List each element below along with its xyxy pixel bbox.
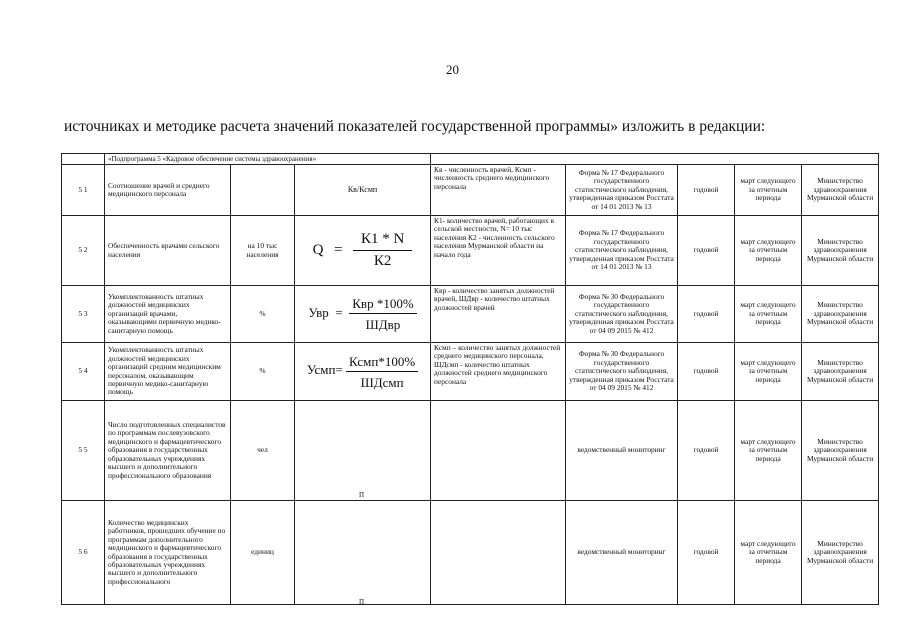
unit: чел [231, 401, 295, 501]
formula-expression [308, 296, 416, 332]
row-number: 5 6 [62, 501, 105, 605]
periodicity: годовой [678, 343, 735, 401]
formula [295, 501, 431, 605]
indicator-name: Число подготовленных специалистов по программам послевузовского медицинского и фармацевтического образования в государственных образовательных учреждениях высшего и дополнительного профессионального образования [105, 401, 231, 501]
row-number: 5 5 [62, 401, 105, 501]
subprogram-title: «Подпрограмма 5 «Кадровое обеспечение системы здравоохранения» [105, 154, 431, 165]
formula-denominator: ШДвр [365, 317, 401, 332]
formula [295, 401, 431, 501]
data-source: Форма № 17 Федерального государственного статистического наблюдения, утвержденная приказом Росстата от 14 01 2013 № 13 [566, 165, 678, 216]
deadline: март следующего за отчетным периода [735, 286, 802, 343]
deadline: март следующего за отчетным периода [735, 216, 802, 286]
unit [231, 165, 295, 216]
indicator-name: Соотношение врачей и среднего медицинского персонала [105, 165, 231, 216]
formula-lhs: Увр [308, 304, 329, 320]
formula-denominator: К2 [373, 253, 392, 269]
formula-variables: Ксмп – количество занятых должностей среднего медицинского персонала, ШДсмп - количество штатных должностей среднего медицинского персонала [431, 343, 566, 401]
formula-numerator: Квр *100% [349, 295, 416, 314]
responsible: Министерство здравоохранения Мурманской области [802, 343, 879, 401]
deadline: март следующего за отчетным периода [735, 501, 802, 605]
table-row [62, 216, 879, 286]
indicator-name: Укомплектованность штатных должностей медицинских организаций врачами, оказывающими первичную медико-санитарную помощь [105, 286, 231, 343]
formula [295, 343, 431, 401]
formula [295, 216, 431, 286]
deadline: март следующего за отчетным периода [735, 401, 802, 501]
deadline: март следующего за отчетным периода [735, 343, 802, 401]
indicator-name: Количество медицинских работников, прошедших обучение по программам дополнительного медицинского и фармацевтического образования в государственных образовательных учреждениях высшего и дополнительного профессионального [105, 501, 231, 605]
section-heading: источниках и методике расчета значений показателей государственной программы» изложить в редакции: [64, 118, 766, 135]
formula-lhs: Q [312, 241, 324, 258]
table-row [62, 165, 879, 216]
formula-fraction [349, 295, 416, 333]
responsible: Министерство здравоохранения Мурманской области [802, 401, 879, 501]
indicator-name: Укомплектованность штатных должностей медицинских организаций средним медицинским персоналом, оказывающим первичную медико-санитарную помощь [105, 343, 231, 401]
responsible: Министерство здравоохранения Мурманской области [802, 165, 879, 216]
formula-expression [312, 231, 413, 269]
periodicity: годовой [678, 401, 735, 501]
formula-denominator: ШДсмп [360, 374, 404, 390]
indicator-name: Обеспеченность врачами сельского населения [105, 216, 231, 286]
table-row [62, 286, 879, 343]
formula-fraction [346, 353, 418, 391]
row-number: 5 4 [62, 343, 105, 401]
responsible: Министерство здравоохранения Мурманской области [802, 286, 879, 343]
deadline: март следующего за отчетным периода [735, 165, 802, 216]
data-source: Форма № 30 Федерального государственного статистического наблюдения, утвержденная приказом Росстата от 04 09 2015 № 412 [566, 343, 678, 401]
formula-equals: = [335, 304, 343, 320]
periodicity: годовой [678, 216, 735, 286]
row-number: 5 1 [62, 165, 105, 216]
formula-lhs: Усмп= [306, 362, 343, 378]
data-source: Форма № 30 Федерального государственного статистического наблюдения, утвержденная приказом Росстата от 04 09 2015 № 412 [566, 286, 678, 343]
periodicity: годовой [678, 501, 735, 605]
responsible: Министерство здравоохранения Мурманской области [802, 216, 879, 286]
unit: % [231, 286, 295, 343]
formula-numerator: Ксмп*100% [346, 353, 418, 372]
indicators-table [61, 153, 879, 605]
formula-variables: К1- количество врачей, работающих в сельской местности, N= 10 тыс населения К2 - численность сельского населения Мурманской области на начало года [431, 216, 566, 286]
table-row [62, 501, 879, 605]
formula-equals: = [334, 241, 343, 258]
formula-numerator: К1 * N [353, 231, 412, 251]
formula-variables: Квр - количество занятых должностей врачей, ШДвр - количество штатных должностей врачей [431, 286, 566, 343]
formula-mark: П [359, 597, 365, 605]
table-row [62, 343, 879, 401]
formula-fraction [353, 231, 412, 270]
periodicity: годовой [678, 286, 735, 343]
formula [295, 286, 431, 343]
formula-expression [306, 353, 418, 390]
subprogram-row [62, 154, 879, 165]
unit: % [231, 343, 295, 401]
formula-variables [431, 401, 566, 501]
table-row [62, 401, 879, 501]
row-number: 5 3 [62, 286, 105, 343]
formula-variables [431, 501, 566, 605]
formula: Кв/Ксмп [295, 165, 431, 216]
page-number: 20 [446, 62, 459, 77]
unit: на 10 тыс населения [231, 216, 295, 286]
formula-mark: П [359, 490, 365, 499]
row-number: 5 2 [62, 216, 105, 286]
periodicity: годовой [678, 165, 735, 216]
data-source: Форма № 17 Федерального государственного статистического наблюдения, утвержденная приказом Росстата от 14 01 2013 № 13 [566, 216, 678, 286]
data-source: ведомственный мониторинг [566, 501, 678, 605]
data-source: ведомственный мониторинг [566, 401, 678, 501]
formula-variables: Кв - численность врачей, Ксмп - численность среднего медицинского персонала [431, 165, 566, 216]
unit: единиц [231, 501, 295, 605]
responsible: Министерство здравоохранения Мурманской области [802, 501, 879, 605]
